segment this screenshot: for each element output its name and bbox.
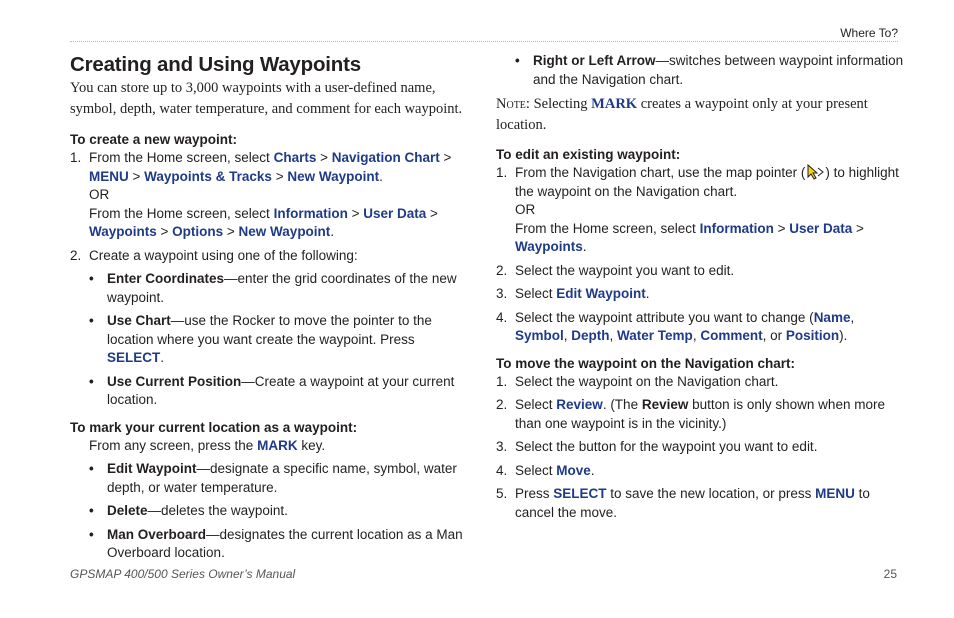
page-number: 25 <box>883 567 897 581</box>
create-step-2: 2. Create a waypoint using one of the following: <box>70 247 358 263</box>
user-data-keyword: User Data <box>363 205 427 221</box>
waypoints-tracks-keyword: Waypoints & Tracks <box>144 168 272 184</box>
note-paragraph: Note: Selecting MARK creates a waypoint only at your present location. <box>496 96 868 133</box>
mark-keyword: MARK <box>591 96 638 112</box>
select-keyword: SELECT <box>107 350 161 365</box>
review-keyword: Review <box>556 397 603 412</box>
list-item: • Enter Coordinates—enter the grid coordinates of the new waypoint. <box>89 270 470 307</box>
menu-keyword: MENU <box>815 486 855 501</box>
edit-step-1: 1. From the Navigation chart, use the map pointer ( ) to highlight the waypoint on the Navigation chart. OR From the Home screen, select Information > User Data > Waypoints. <box>496 165 899 254</box>
note-label: Note <box>496 96 526 112</box>
move-waypoint-section <box>496 355 906 523</box>
edit-step-3: 3. Select Edit Waypoint. <box>496 286 650 301</box>
move-waypoint-heading: To move the waypoint on the Navigation chart: <box>496 355 796 371</box>
mark-options-list-continued <box>496 52 906 89</box>
or-label: OR <box>515 202 536 217</box>
create-step-1: 1. From the Home screen, select Charts > Navigation Chart > MENU > Waypoints & Tracks > New Waypoint. OR From the Home screen, select Information > User Data > Waypoints > Options > New Waypoint. <box>70 150 452 239</box>
waypoints-keyword: Waypoints <box>515 239 583 254</box>
mark-instruction: From any screen, press the MARK key. <box>89 437 326 453</box>
or-label: OR <box>89 187 110 202</box>
create-waypoint-heading: To create a new waypoint: <box>70 132 238 147</box>
select-keyword: SELECT <box>553 486 607 501</box>
options-keyword: Options <box>172 224 224 239</box>
move-step-3: 3. Select the button for the waypoint you want to edit. <box>496 439 818 454</box>
information-keyword: Information <box>699 220 774 236</box>
page-header <box>70 26 898 42</box>
move-keyword: Move <box>556 462 591 478</box>
list-item: • Use Current Position—Create a waypoint at your current location. <box>89 373 470 410</box>
section-title: Where To? <box>840 26 898 40</box>
new-waypoint-keyword: New Waypoint <box>287 168 380 184</box>
edit-waypoint-section <box>496 146 906 346</box>
mark-location-section <box>70 419 470 563</box>
list-item: • Right or Left Arrow—switches between waypoint information and the Navigation chart. <box>515 52 906 89</box>
list-item: • Man Overboard—designates the current location as a Man Overboard location. <box>89 526 470 563</box>
edit-waypoint-heading: To edit an existing waypoint: <box>496 147 681 162</box>
waypoints-keyword: Waypoints <box>89 224 157 239</box>
move-step-1: 1. Select the waypoint on the Navigation chart. <box>496 373 779 389</box>
charts-keyword: Charts <box>273 150 317 165</box>
mark-keyword: MARK <box>257 437 298 453</box>
mark-options-list <box>70 460 470 563</box>
move-step-2: 2. Select Review. (The Review button is only shown when more than one waypoint is in the vicinity.) <box>496 397 885 431</box>
move-step-4: 4. Select Move. <box>496 462 595 478</box>
create-options-list <box>70 270 470 410</box>
footer-manual-title: GPSMAP 400/500 Series Owner’s Manual <box>70 567 296 581</box>
right-column <box>496 52 906 522</box>
page-title: Creating and Using Waypoints <box>70 53 361 76</box>
create-waypoint-section <box>70 131 470 410</box>
intro-paragraph: You can store up to 3,000 waypoints with a user-defined name, symbol, depth, water temperature, and comment for each waypoint. <box>70 80 463 117</box>
list-item: • Edit Waypoint—designate a specific name, symbol, water depth, or water temperature. <box>89 460 470 497</box>
menu-keyword: MENU <box>89 168 129 184</box>
user-data-keyword: User Data <box>789 220 853 236</box>
list-item: • Use Chart—use the Rocker to move the pointer to the location where you want create the waypoint. Press SELECT. <box>89 312 470 368</box>
information-keyword: Information <box>273 205 348 221</box>
map-pointer-icon <box>805 164 825 180</box>
list-item: • Delete—deletes the waypoint. <box>89 502 470 521</box>
navigation-chart-keyword: Navigation Chart <box>331 150 440 165</box>
edit-step-4: 4. Select the waypoint attribute you want to change (Name, Symbol, Depth, Water Temp, Comment, or Position). <box>496 309 855 343</box>
edit-step-2: 2. Select the waypoint you want to edit. <box>496 262 735 278</box>
left-column <box>70 52 470 563</box>
new-waypoint-keyword: New Waypoint <box>238 224 331 239</box>
edit-waypoint-keyword: Edit Waypoint <box>556 286 646 301</box>
mark-location-heading: To mark your current location as a waypoint: <box>70 419 358 435</box>
move-step-5: 5. Press SELECT to save the new location, or press MENU to cancel the move. <box>496 486 870 520</box>
